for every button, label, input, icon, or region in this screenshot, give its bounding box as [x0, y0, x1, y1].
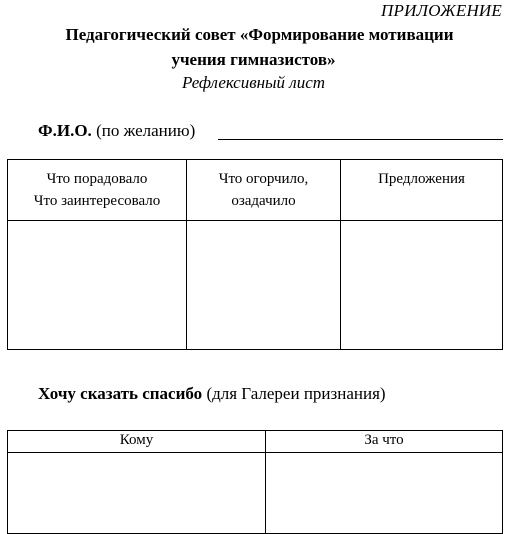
column-header-whom: Кому — [8, 431, 266, 453]
thanks-note: (для Галереи признания) — [202, 384, 386, 403]
column-header-upset — [187, 160, 341, 221]
column-header-line: озадачило — [231, 193, 296, 209]
title-line-1: Педагогический совет «Формирование мотивации — [65, 25, 454, 44]
column-header-pleased — [8, 160, 187, 221]
pleased-cell[interactable] — [8, 221, 187, 350]
thanks-table-row — [8, 453, 503, 534]
for-what-cell[interactable] — [266, 453, 503, 534]
thanks-table — [7, 430, 503, 534]
fio-line — [38, 121, 195, 141]
reflection-table-row — [8, 221, 503, 350]
column-header-line: Предложения — [378, 171, 465, 187]
column-header-line: Что заинтересовало — [33, 193, 161, 209]
thanks-line — [38, 384, 386, 404]
fio-note: (по желанию) — [91, 121, 196, 140]
fio-underline — [218, 139, 503, 140]
whom-cell[interactable] — [8, 453, 266, 534]
column-header-for-what: За что — [266, 431, 503, 453]
reflection-table-header-row — [8, 160, 503, 221]
column-header-suggestions — [341, 160, 503, 221]
fio-label: Ф.И.О. — [38, 121, 92, 140]
upset-cell[interactable] — [187, 221, 341, 350]
appendix-label: ПРИЛОЖЕНИЕ — [381, 1, 502, 20]
thanks-table-header-row — [8, 431, 503, 453]
subtitle: Рефлексивный лист — [181, 73, 326, 92]
title-line-2: учения гимназистов» — [171, 50, 336, 69]
column-header-line: Что порадовало — [46, 171, 148, 187]
suggestions-cell[interactable] — [341, 221, 503, 350]
thanks-label: Хочу сказать спасибо — [38, 384, 203, 403]
reflection-table — [7, 159, 503, 350]
column-header-line: Что огорчило, — [218, 171, 309, 187]
